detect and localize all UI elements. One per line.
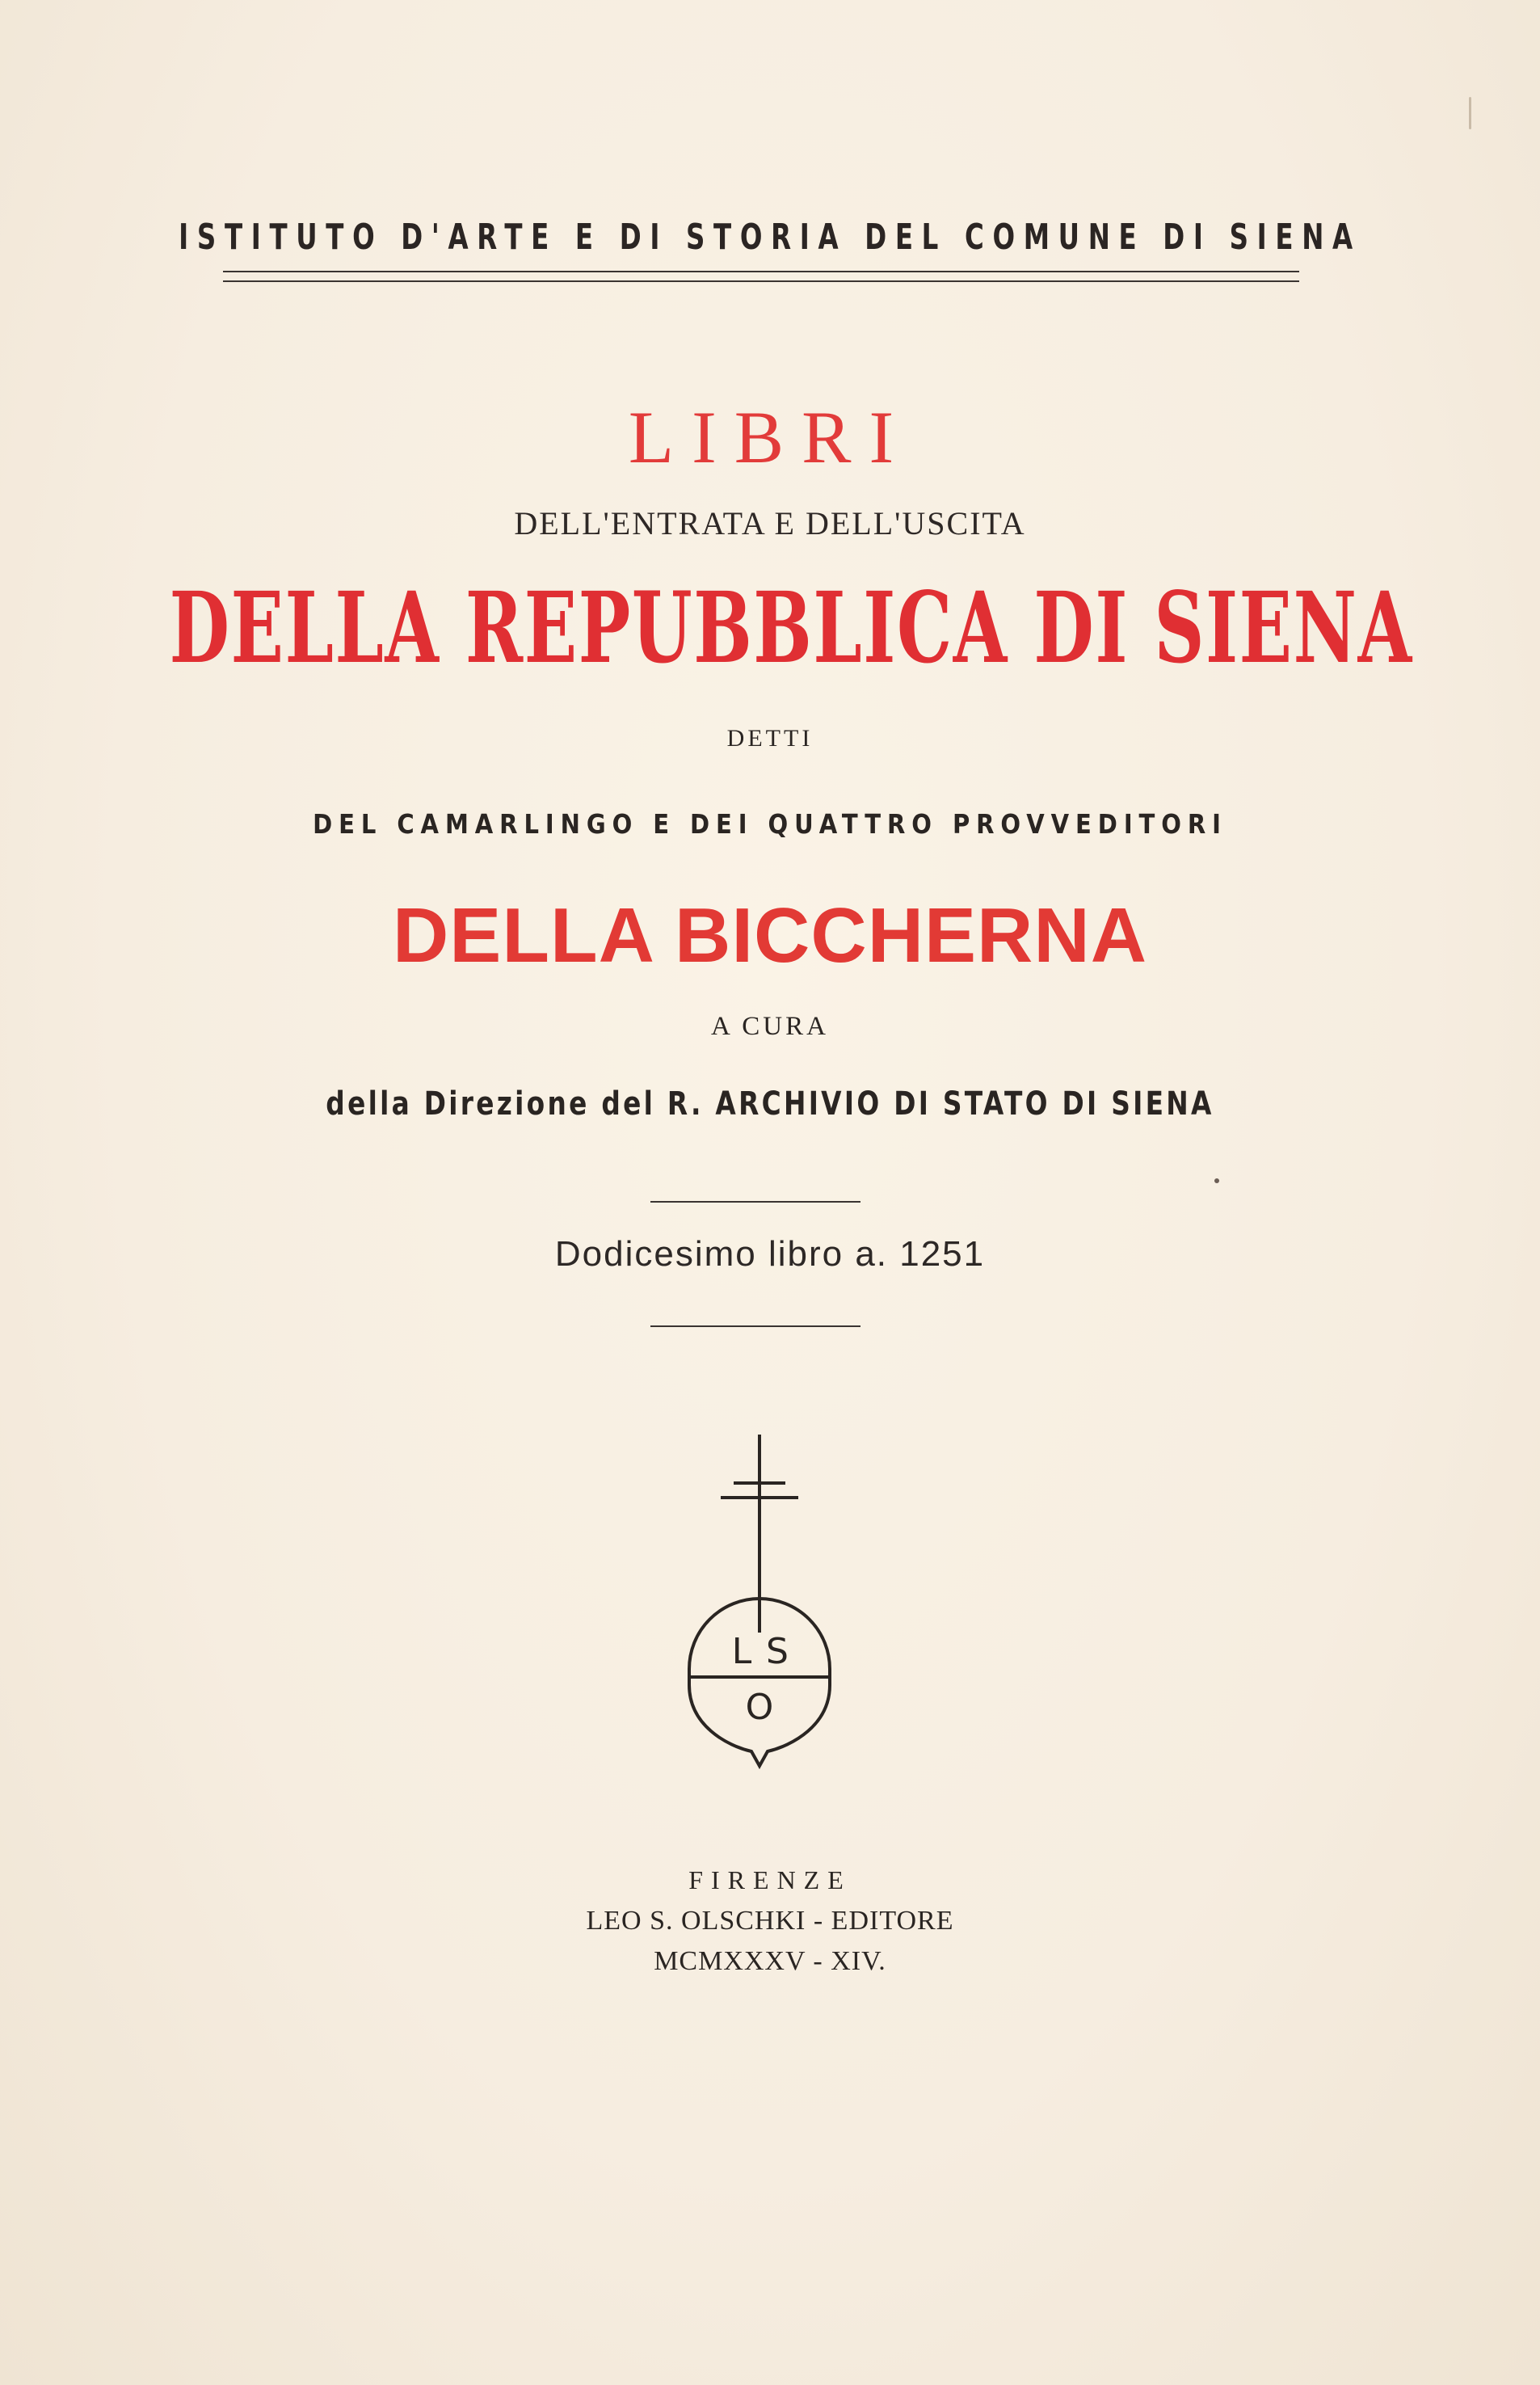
title-detti: DETTI [726, 725, 814, 752]
title-a-cura: A CURA [711, 1012, 829, 1041]
emblem-letter-o: O [745, 1687, 774, 1728]
title-direzione: della Direzione del R. ARCHIVIO DI STATO DI SIENA [326, 1085, 1214, 1123]
paper-speck [1214, 1178, 1219, 1183]
title-biccherna: DELLA BICCHERNA [392, 892, 1148, 979]
title-camarlingo: DEL CAMARLINGO E DEI QUATTRO PROVVEDITORI [313, 808, 1227, 840]
emblem-letter-s: S [766, 1631, 789, 1672]
short-rule-bottom [650, 1325, 860, 1327]
paper-crease [1469, 97, 1471, 129]
cross-orb-emblem-icon [663, 1435, 856, 1774]
double-rule [223, 271, 1299, 282]
title-libri: LIBRI [628, 396, 912, 478]
imprint-publisher: LEO S. OLSCHKI - EDITORE [586, 1906, 954, 1936]
imprint-city: FIRENZE [688, 1865, 852, 1894]
title-repubblica: DELLA REPUBBLICA DI SIENA [169, 570, 1413, 685]
institute-header: ISTITUTO D'ARTE E DI STORIA DEL COMUNE DI SIENA [179, 217, 1361, 258]
title-subtitle: DELL'ENTRATA E DELL'USCITA [514, 505, 1026, 541]
emblem-letter-l: L [731, 1631, 752, 1672]
volume-label: Dodicesimo libro a. 1251 [554, 1234, 986, 1274]
short-rule-top [650, 1201, 860, 1203]
imprint-year: MCMXXXV - XIV. [654, 1946, 886, 1976]
